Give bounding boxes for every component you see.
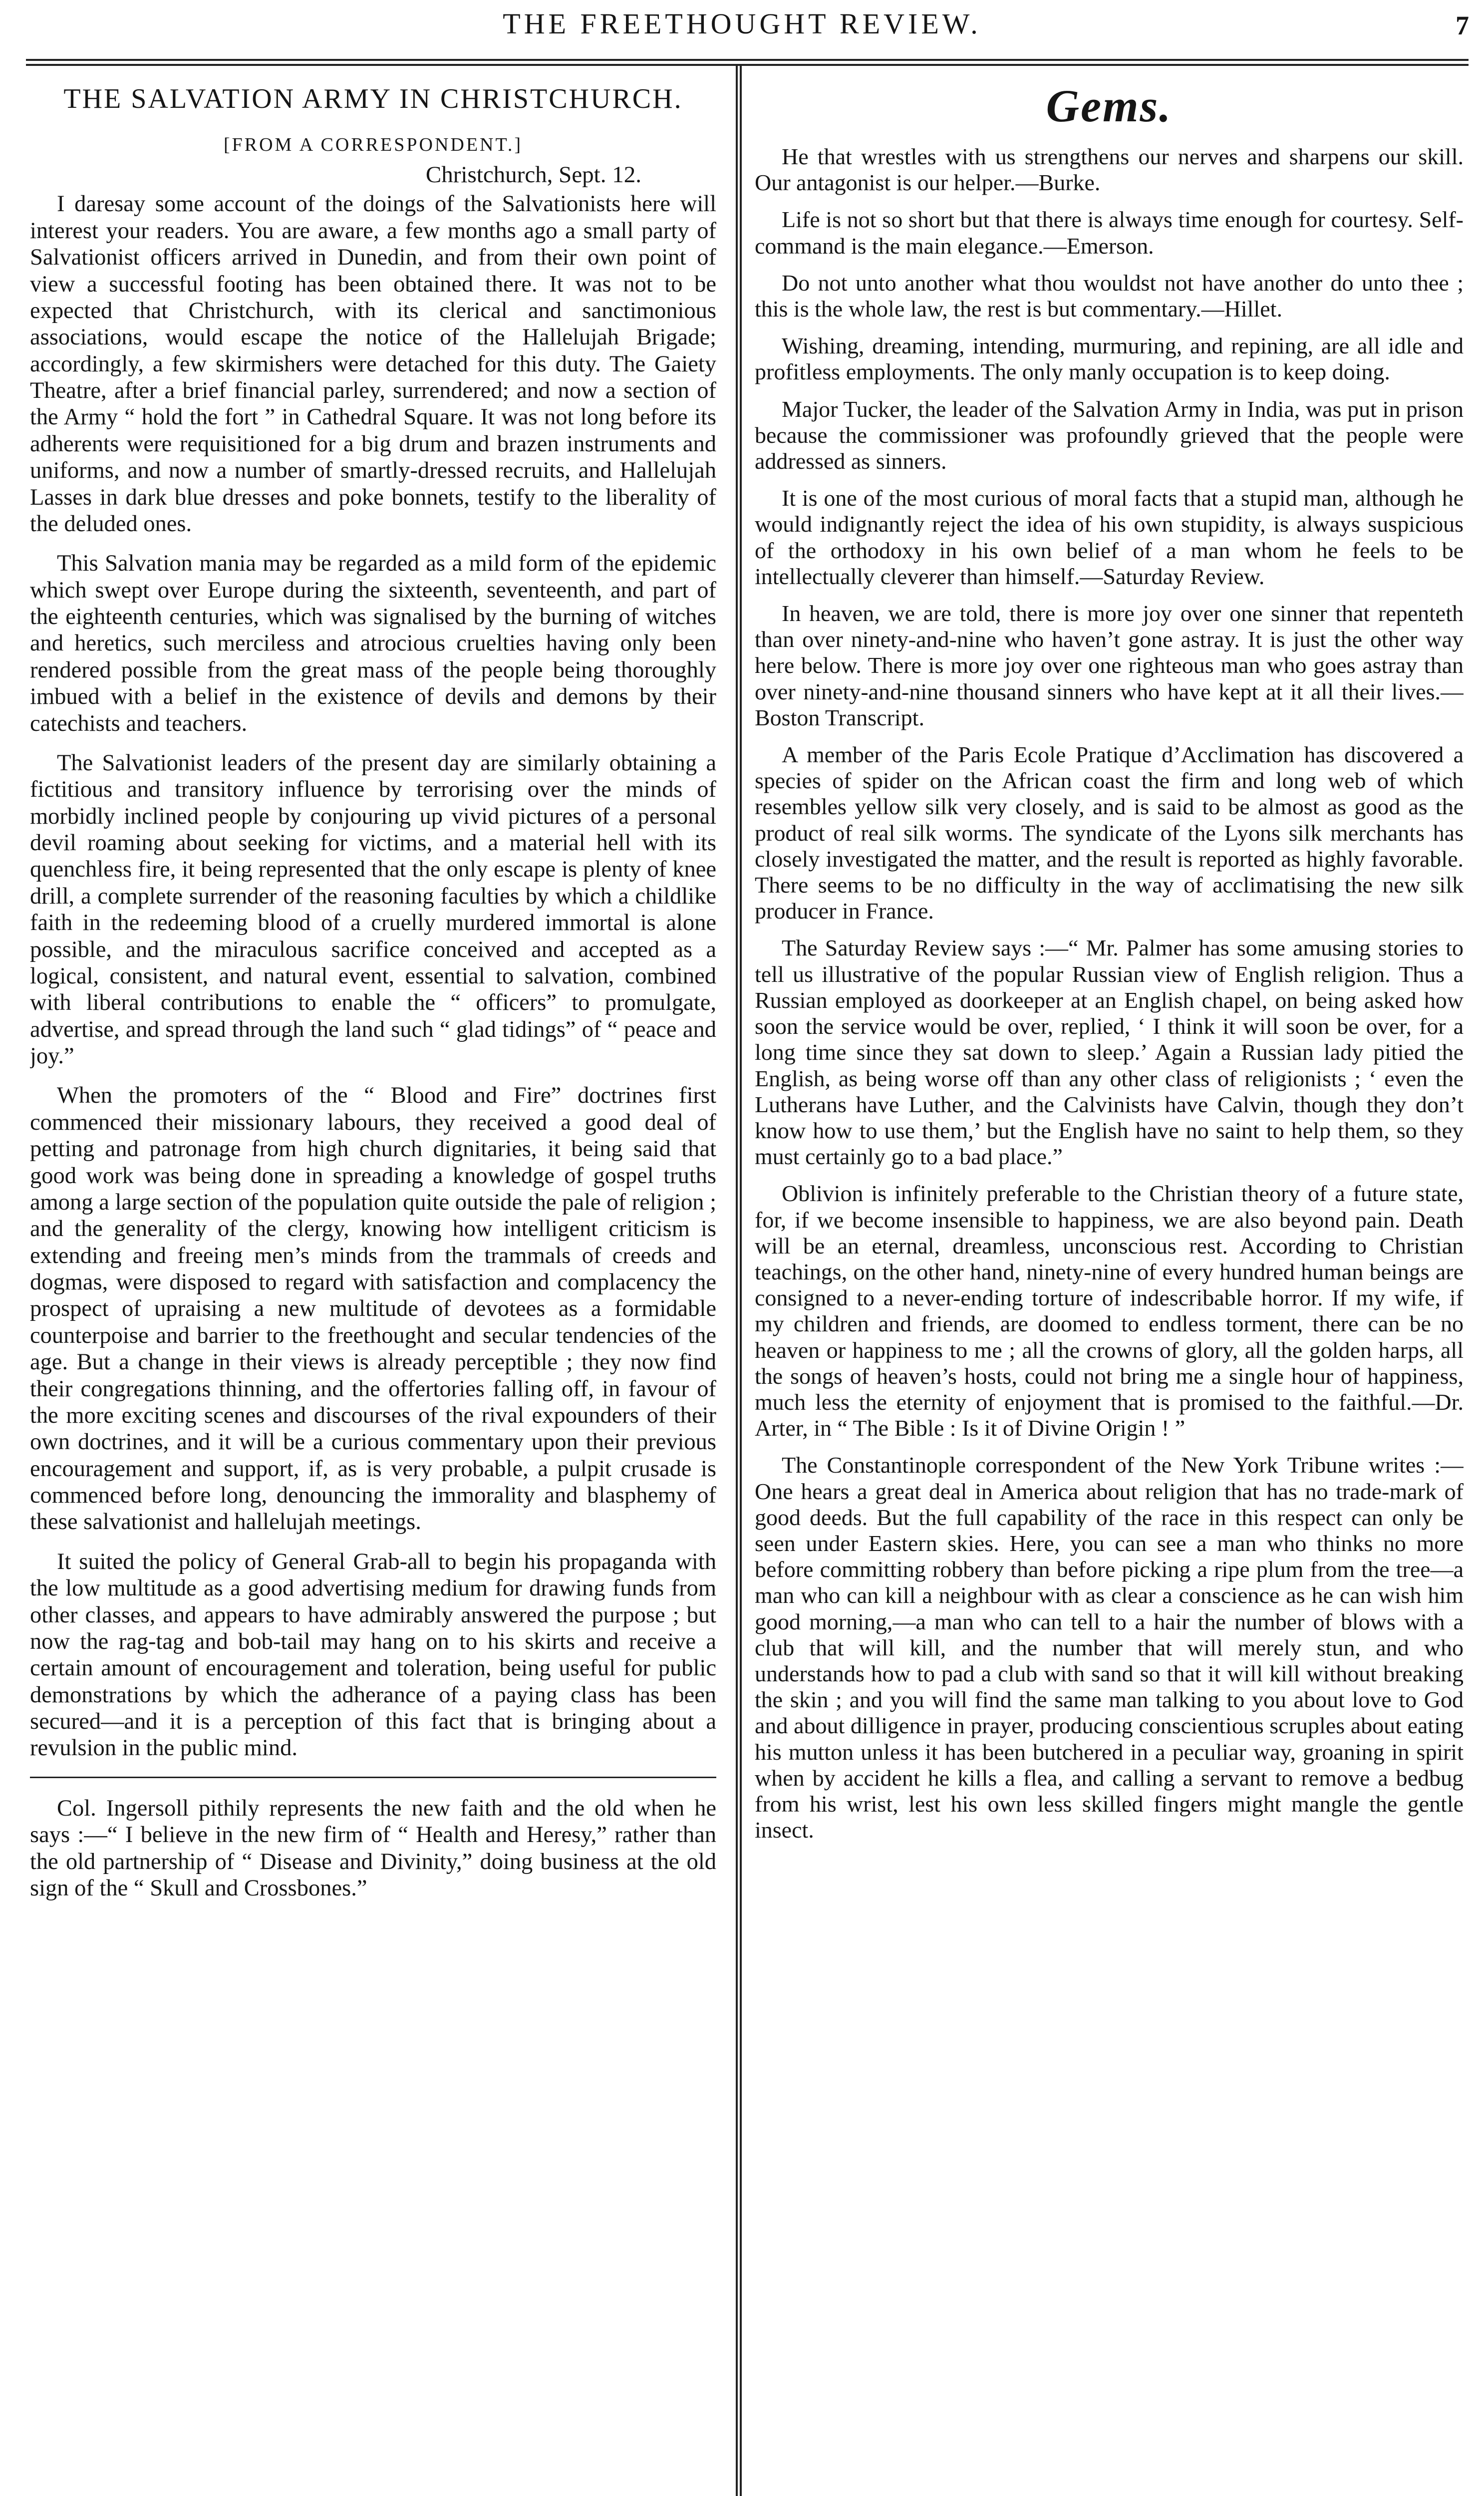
- article-paragraph: When the promoters of the “ Blood and Fire” doctrines first commenced their missionary labours, they received a good deal of petting and patronage from high church dignitaries, it being said that good work was being done in spreading a knowledge of gospel truths among a large section of the population quite outside the pale of religion ; and the generality of the clergy, knowing how intelligent criticism is extending and freeing men’s minds from the trammals of creeds and dogmas, were disposed to regard with satisfaction and complacency the prospect of upraising a new multitude of devotees as a formidable counterpoise and barrier to the freethought and secular tendencies of the age. But a change in their views is already perceptible ; they now find their congregations thinning, and the offertories falling off, in favour of the more exciting scenes and discourses of the rival expounders of their own doctrines, and it will be a curious commentary upon their previous encouragement and support, if, as is very probable, a pulpit crusade is commenced before long, denouncing the immorality and blasphemy of these salvationist and hallelujah meetings.: [30, 1083, 716, 1535]
- ingersoll-paragraph: Col. Ingersoll pithily represents the new faith and the old when he says :—“ I believe in the new firm of “ Health and Heresy,” rather than the old partnership of “ Disease and Divinity,” doing business at the old sign of the “ Skull and Crossbones.”: [30, 1795, 716, 1901]
- gem-paragraph: Life is not so short but that there is always time enough for courtesy. Self-command is the main elegance.—Emerson.: [755, 207, 1464, 259]
- gem-paragraph: The Constantinople correspondent of the New York Tribune writes :—One hears a great deal in America about religion that has no trade-mark of good deeds. But the full capability of the race in this respect can only be seen under Eastern skies. Here, you can see a man who thinks no more before committing robbery than before picking a ripe plum from the tree—a man who can kill a neighbour with as clear a conscience as he can wish him good morning,—a man who can tell to a hair the number of blows with a club that will kill, and the number that will merely stun, and who understands how to pad a club with sand so that it will kill without breaking the skin ; and you will find the same man talking to you about love to God and about dilligence in prayer, producing conscientious scruples about eating his mutton unless it has been butchered in a peculiar way, groaning in spirit when by accident he kills a flea, and calling a servant to remove a bedbug from his wrist, lest his own less skilled fingers might mangle the gentle insect.: [755, 1452, 1464, 1843]
- gem-paragraph: In heaven, we are told, there is more joy over one sinner that repenteth than over ninety-and-nine who haven’t gone astray. It is just the other way here below. There is more joy over one righteous man who goes astray than over ninety-and-nine thousand sinners who have kept at it all their lives.—Boston Transcript.: [755, 601, 1464, 730]
- article-paragraph: It suited the policy of General Grab-all to begin his propaganda with the low multitude as a good advertising medium for drawing funds from other classes, and appears to have admirably answered the purpose ; but now the rag-tag and bob-tail may hang on to his skirts and receive a certain amount of encouragement and toleration, being useful for public demonstrations by which the adherance of a paying class has been secured—and it is a perception of this fact that is bringing about a revulsion in the public mind.: [30, 1549, 716, 1761]
- article-byline: [FROM A CORRESPONDENT.]: [223, 134, 523, 156]
- column-divider-left: [736, 64, 738, 2496]
- gem-paragraph: Do not unto another what thou wouldst not have another do unto thee ; this is the whole law, the rest is but commentary.—Hillet.: [755, 270, 1464, 322]
- section-divider: [30, 1777, 716, 1778]
- header-rule-bottom: [26, 64, 1469, 66]
- right-column: [755, 80, 1464, 2496]
- article-paragraph: The Salvationist leaders of the present day are similarly obtaining a fictitious and transitory influence by terrorising over the minds of morbidly inclined people by conjouring up vivid pictures of a personal devil roaming about seeking for victims, and a material hell with its quenchless fire, it being represented that the only escape is plenty of knee drill, a complete surrender of the reasoning faculties by which a childlike faith in the redeeming blood of a cruelly murdered immortal is alone possible, and the miraculous sacrifice conceived and accepted as a logical, consistent, and natural event, essential to salvation, combined with liberal contributions to enable the “ officers” to promulgate, advertise, and spread through the land such “ glad tidings” of “ peace and joy.”: [30, 750, 716, 1069]
- article-title: THE SALVATION ARMY IN CHRISTCHURCH.: [63, 83, 683, 114]
- article-paragraph: I daresay some account of the doings of the Salvationists here will interest your readers. You are aware, a few months ago a small party of Salvationist officers arrived in Dunedin, and from their own point of view a successful footing has been obtained there. It was not to be expected that Christchurch, with its clerical and sanctimonious associations, would escape the notice of the Hallelujah Brigade; accordingly, a few skirmishers were detached for this duty. The Gaiety Theatre, after a brief financial parley, surrendered; and now a section of the Army “ hold the fort ” in Cathedral Square. It was not long before its adherents were requisitioned for a big drum and brazen instruments and uniforms, and now a number of smartly-dressed recruits, and Hallelujah Lasses in dark blue dresses and poke bonnets, testify to the liberality of the deluded ones.: [30, 191, 716, 537]
- gem-paragraph: Major Tucker, the leader of the Salvation Army in India, was put in prison because the commissioner was profoundly grieved that the people were addressed as sinners.: [755, 396, 1464, 474]
- gem-paragraph: He that wrestles with us strengthens our nerves and sharpens our skill. Our antagonist is our helper.—Burke.: [755, 144, 1464, 196]
- header-rule-top: [26, 59, 1469, 61]
- gem-paragraph: Oblivion is infinitely preferable to the Christian theory of a future state, for, if we become insensible to happiness, we are also beyond pain. Death will be an eternal, dreamless, unconscious rest. According to Christian teachings, on the other hand, ninety-nine of every hundred human beings are consigned to a never-ending torture of indescribable horror. If my wife, if my children and friends, are doomed to endless torment, there can be no heaven or happiness to me ; all the crowns of glory, all the golden harps, all the songs of heaven’s hosts, could not bring me a single hour of happiness, much less the eternity of enjoyment that is promised to the faithful.—Dr. Arter, in “ The Bible : Is it of Divine Origin ! ”: [755, 1181, 1464, 1441]
- article-dateline: Christchurch, Sept. 12.: [425, 161, 641, 188]
- gems-heading: Gems.: [1046, 80, 1173, 131]
- page-number: 7: [1456, 10, 1469, 40]
- running-head: THE FREETHOUGHT REVIEW.: [503, 7, 981, 40]
- left-column: [30, 80, 716, 2496]
- gem-paragraph: Wishing, dreaming, intending, murmuring, and repining, are all idle and profitless employments. The only manly occupation is to keep doing.: [755, 333, 1464, 385]
- gem-paragraph: It is one of the most curious of moral facts that a stupid man, although he would indignantly reject the idea of his own stupidity, is always suspicious of the orthodoxy in his own belief of a man whom he feels to be intellectually cleverer than himself.—Saturday Review.: [755, 485, 1464, 589]
- gem-paragraph: The Saturday Review says :—“ Mr. Palmer has some amusing stories to tell us illustrative of the popular Russian view of English religion. Thus a Russian employed as doorkeeper at an English chapel, on being asked how soon the service would be over, replied, ‘ I think it will soon be over, for a long time since they sat down to sleep.’ Again a Russian lady pitied the English, as being worse off than any other class of religionists ; ‘ even the Lutherans have Luther, and the Calvinists have Calvin, though they don’t know how to use them,’ but the English have no saint to help them, so they must certainly go to a bad place.”: [755, 935, 1464, 1170]
- gem-paragraph: A member of the Paris Ecole Pratique d’Acclimation has discovered a species of spider on the African coast the firm and long web of which resembles yellow silk very closely, and is said to be almost as good as the product of real silk worms. The syndicate of the Lyons silk merchants has closely investigated the matter, and the result is reported as highly favorable. There seems to be no difficulty in the way of acclimatising the new silk producer in France.: [755, 742, 1464, 924]
- column-divider-right: [740, 64, 742, 2496]
- article-paragraph: This Salvation mania may be regarded as a mild form of the epidemic which swept over Europe during the sixteenth, seventeenth, and part of the eighteenth centuries, which was signalised by the burning of witches and heretics, such merciless and atrocious cruelties having only been rendered possible from the great mass of the people being thoroughly imbued with a belief in the existence of devils and demons by their catechists and teachers.: [30, 551, 716, 736]
